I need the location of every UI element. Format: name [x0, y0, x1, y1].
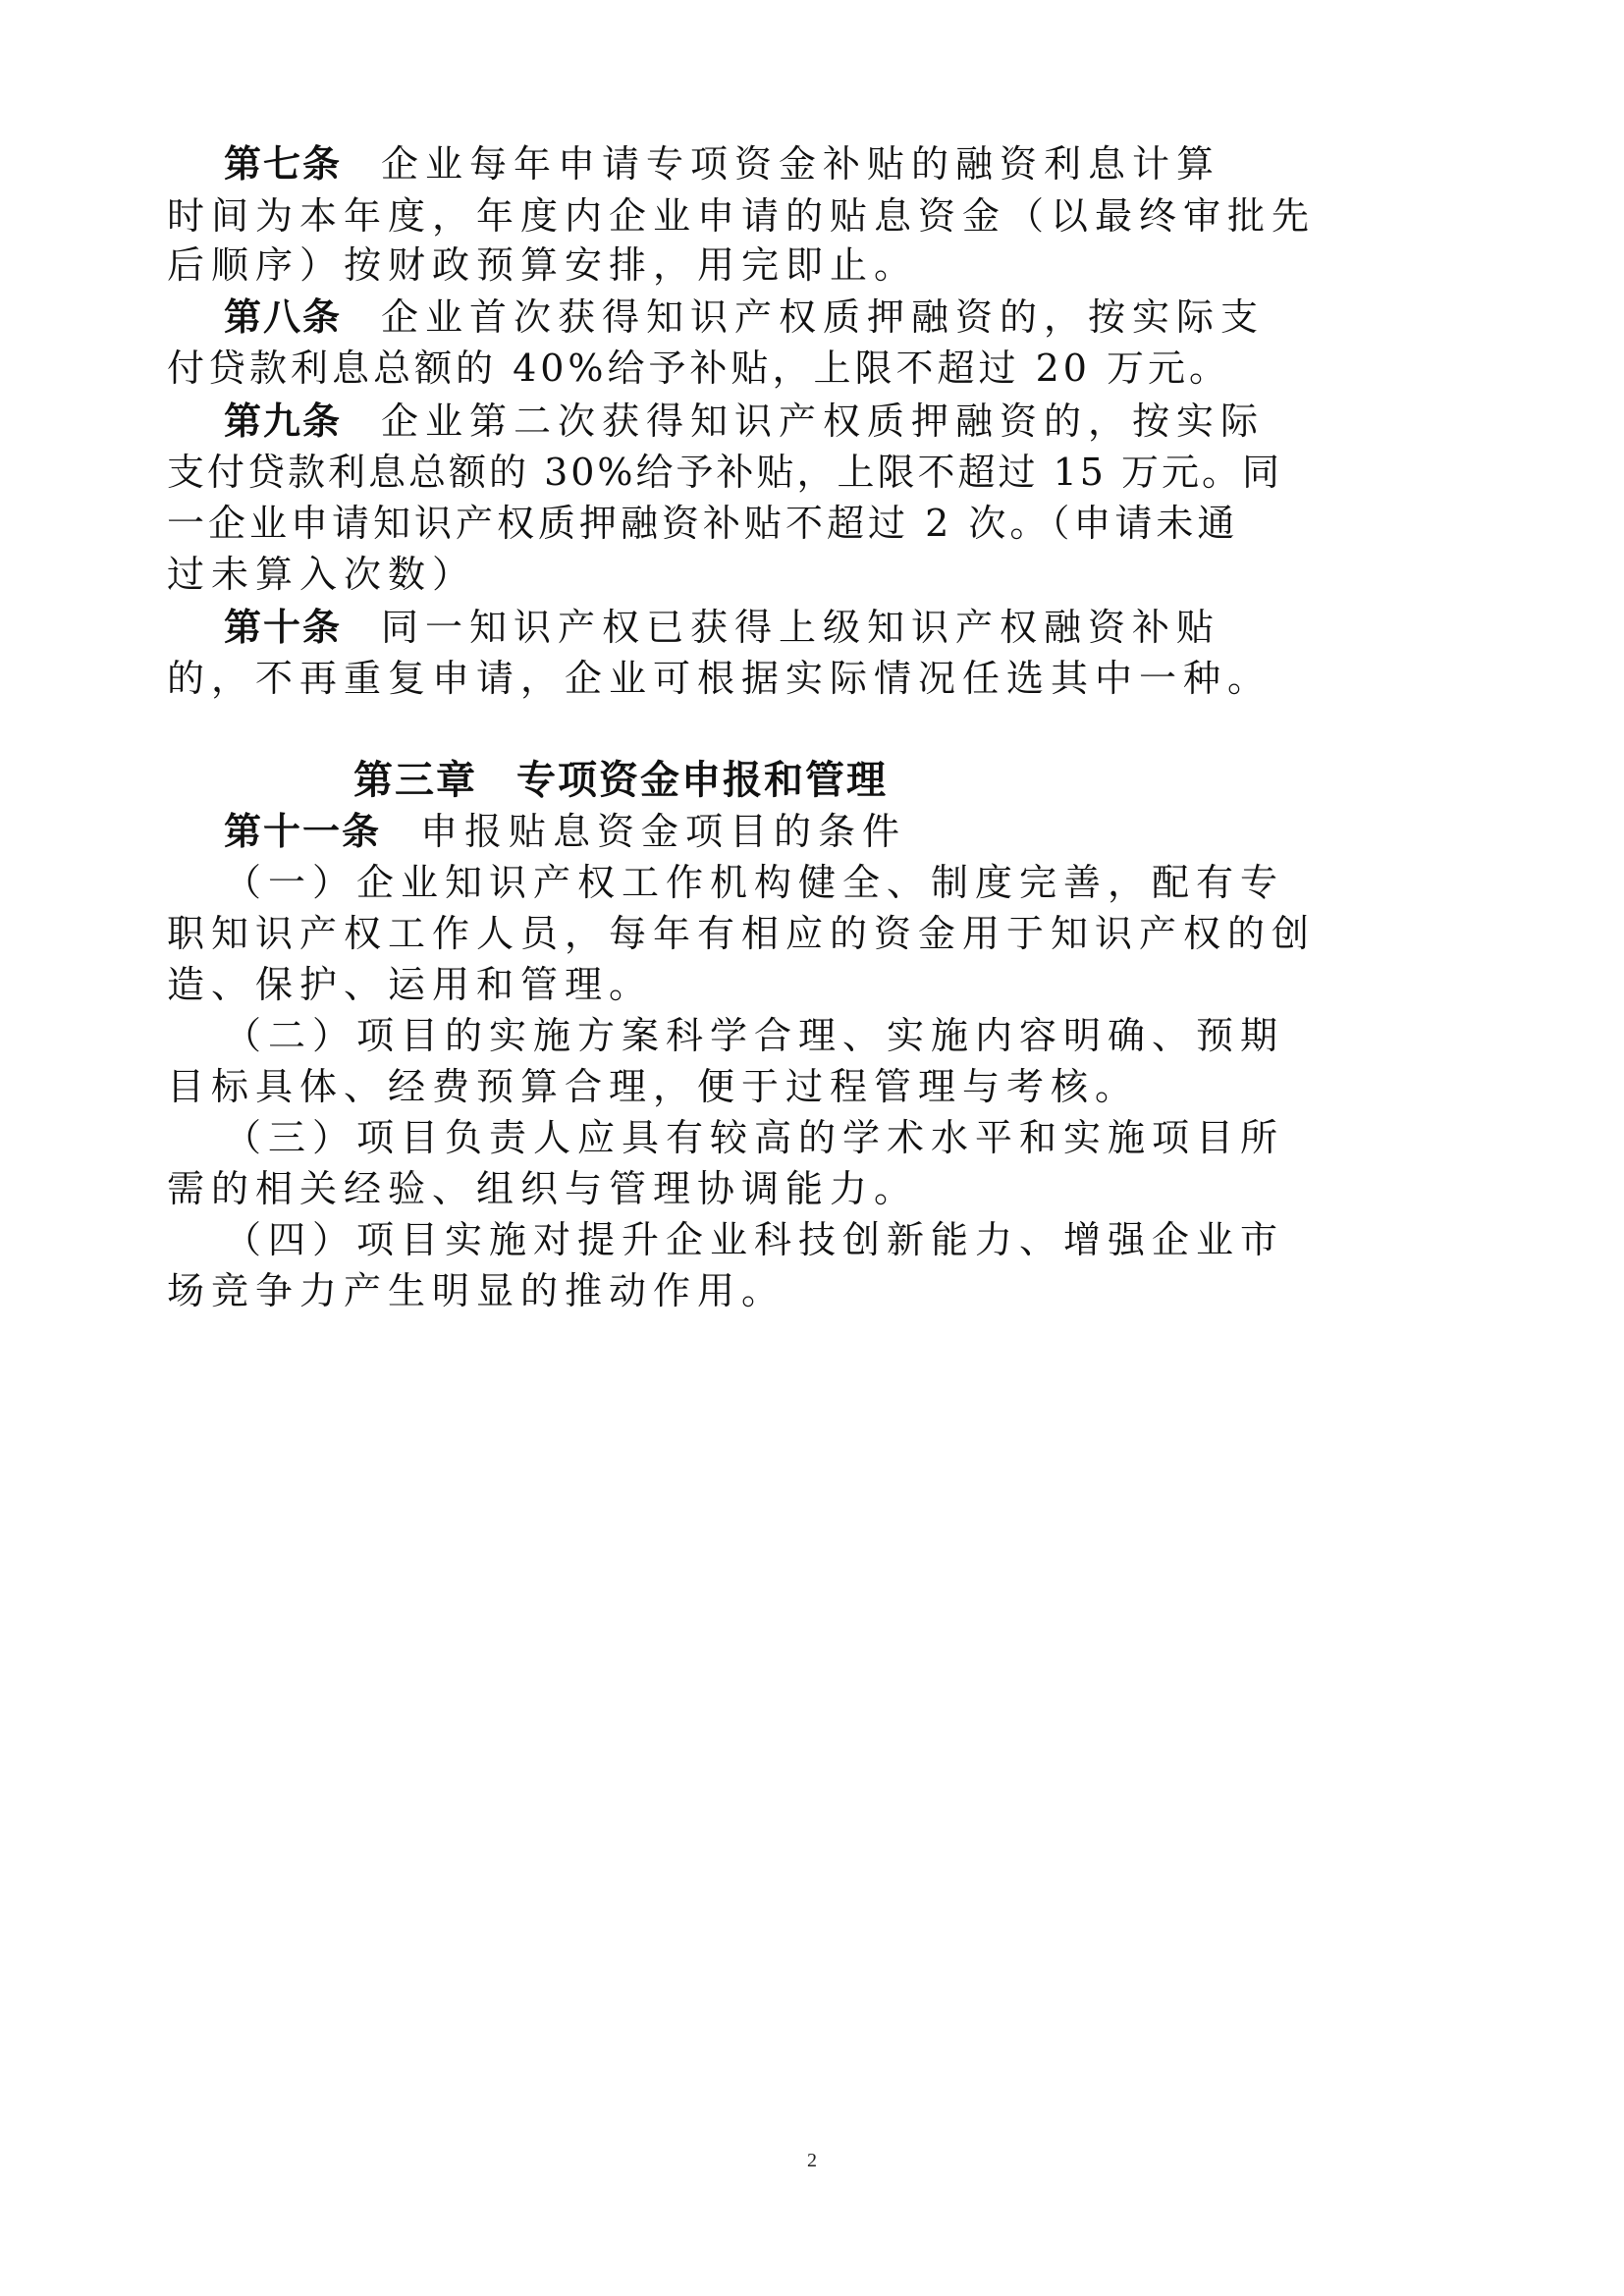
- article-10-text-2: 的，不再重复申请，企业可根据实际情况任选其中一种。: [167, 657, 1272, 700]
- article-9-title: 第九条: [224, 400, 343, 443]
- chapter-3-heading: [353, 756, 888, 805]
- chapter-3-subtitle: 专项资金申报和管理: [516, 758, 888, 803]
- item-3-text-1: （三）项目负责人应具有较高的学术水平和实施项目所: [224, 1116, 1285, 1159]
- article-7-text-3: 后顺序）按财政预算安排，用完即止。: [167, 243, 919, 287]
- article-9-text-4: 过未算入次数）: [167, 553, 477, 596]
- item-3-text-2: 需的相关经验、组织与管理协调能力。: [167, 1167, 919, 1210]
- article-9-text-1: 企业第二次获得知识产权质押融资的，按实际: [381, 400, 1266, 443]
- article-7-text-2: 时间为本年度，年度内企业申请的贴息资金（以最终审批先: [167, 194, 1317, 238]
- article-11-title: 第十一条: [224, 810, 382, 853]
- article-8-first-line: [224, 293, 1265, 342]
- item-2-text-1: （二）项目的实施方案科学合理、实施内容明确、预期: [224, 1014, 1285, 1057]
- article-8-text-2: 付贷款利息总额的 40%给予补贴，上限不超过 20 万元。: [167, 347, 1231, 390]
- chapter-3-title: 第三章: [353, 758, 477, 803]
- article-7-title: 第七条: [224, 142, 343, 186]
- article-10-first-line: [224, 603, 1220, 652]
- article-10-text-1: 同一知识产权已获得上级知识产权融资补贴: [381, 606, 1221, 649]
- item-1-text-3: 造、保护、运用和管理。: [167, 963, 654, 1006]
- article-10-title: 第十条: [224, 606, 343, 649]
- item-1-text-1: （一）企业知识产权工作机构健全、制度完善，配有专: [224, 861, 1285, 904]
- article-9-first-line: [224, 397, 1265, 446]
- page-number: 2: [807, 2150, 817, 2171]
- article-9-text-3: 一企业申请知识产权质押融资补贴不超过 2 次。（申请未通: [167, 502, 1239, 545]
- article-9-text-2: 支付贷款利息总额的 30%给予补贴，上限不超过 15 万元。同: [167, 451, 1283, 494]
- item-4-text-2: 场竞争力产生明显的推动作用。: [167, 1269, 786, 1312]
- article-7-first-line: [224, 139, 1220, 188]
- item-1-text-2: 职知识产权工作人员，每年有相应的资金用于知识产权的创: [167, 912, 1317, 955]
- article-11-text-1: 申报贴息资金项目的条件: [420, 810, 907, 853]
- article-8-text-1: 企业首次获得知识产权质押融资的，按实际支: [381, 295, 1266, 339]
- item-2-text-2: 目标具体、经费预算合理，便于过程管理与考核。: [167, 1065, 1140, 1108]
- article-7-text-1: 企业每年申请专项资金补贴的融资利息计算: [381, 142, 1221, 186]
- item-4-text-1: （四）项目实施对提升企业科技创新能力、增强企业市: [224, 1218, 1285, 1261]
- article-8-title: 第八条: [224, 295, 343, 339]
- article-11-first-line: [224, 807, 906, 856]
